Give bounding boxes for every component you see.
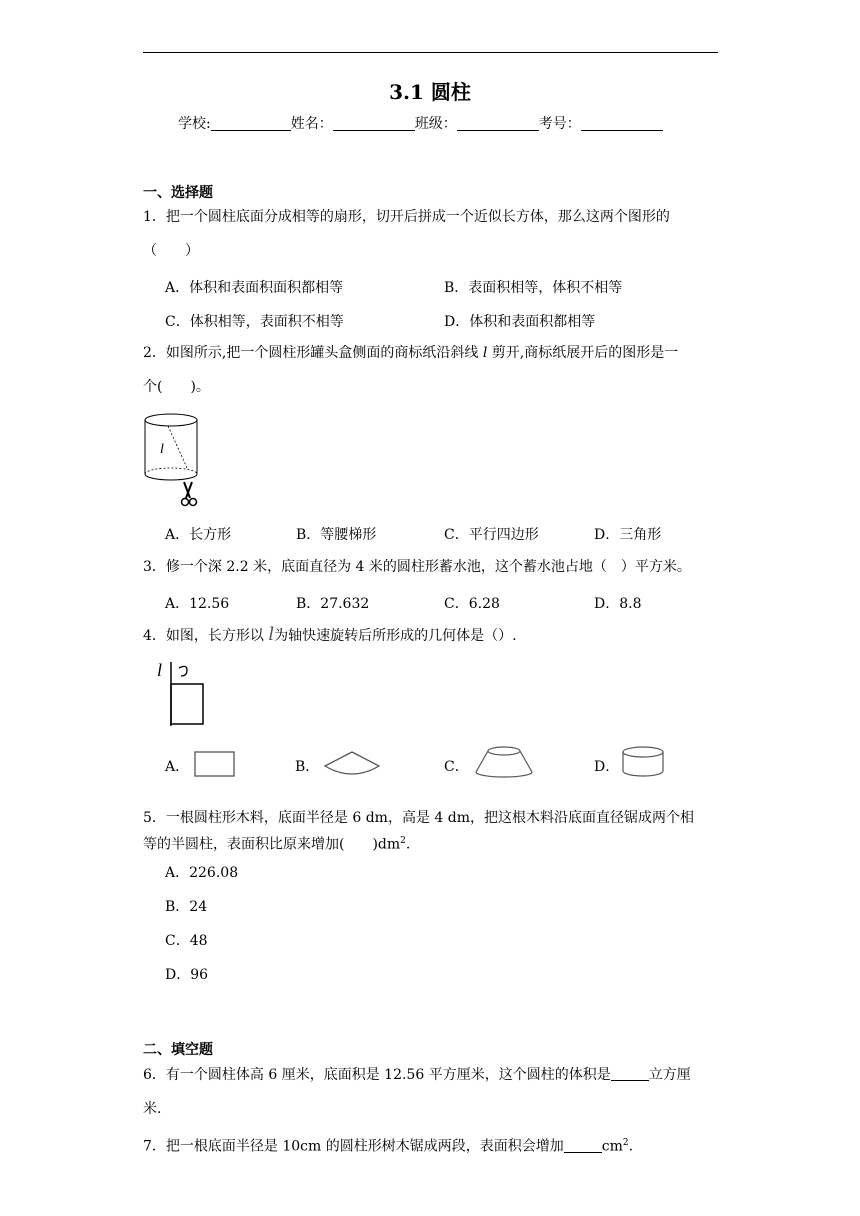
q3-option-c: C．6.28	[444, 596, 500, 612]
exam-no-blank	[581, 116, 663, 131]
question-3-line-1: 3．修一个深 2.2 米，底面直径为 4 米的圆柱形蓄水池，这个蓄水池占地（ ）平方米。	[143, 559, 691, 575]
student-info-line	[178, 113, 663, 133]
q1-option-c: C．体积相等，表面积不相等	[165, 314, 344, 330]
class-label: 班级：	[414, 116, 457, 132]
q4-option-d-label: D．	[594, 759, 620, 775]
q2-option-c: C．平行四边形	[444, 527, 539, 543]
q5-text-a: 等的半圆柱，表面积比原来增加( )dm	[143, 836, 401, 853]
name-label: 姓名：	[290, 116, 333, 132]
q3-option-d: D．8.8	[594, 596, 642, 612]
rectangle-rotation-figure	[155, 656, 211, 730]
question-6-line-2: 米.	[143, 1101, 162, 1117]
name-blank	[333, 116, 415, 131]
q5-option-b: B．24	[165, 899, 208, 915]
rotation-arrow-icon	[179, 666, 187, 676]
cylinder-with-scissors-figure	[142, 408, 206, 510]
q1-option-a: A．体积和表面积面积都相等	[165, 280, 344, 296]
question-7-line-1	[143, 1126, 633, 1164]
q6-answer-blank	[611, 1066, 649, 1081]
school-blank	[211, 116, 291, 131]
q4-text-b: 为轴快速旋转后所形成的几何体是（）.	[274, 628, 517, 644]
q2-text-b: 剪开,商标纸展开后的图形是一	[487, 345, 679, 361]
question-1-line-2: （ ）	[143, 243, 199, 259]
q6-text-b: 立方厘	[648, 1067, 691, 1083]
exam-no-label: 考号：	[538, 116, 581, 132]
class-blank	[457, 116, 539, 131]
q6-text-a: 6．有一个圆柱体高 6 厘米，底面积是 12.56 平方厘米，这个圆柱的体积是	[143, 1067, 611, 1083]
question-2-line-1	[143, 336, 678, 370]
q5-superscript: 2	[400, 836, 406, 846]
q2-text-a: 2．如图所示,把一个圆柱形罐头盒侧面的商标纸沿斜线	[143, 345, 483, 361]
top-rule	[143, 52, 718, 53]
section-heading-choice: 一、选择题	[143, 185, 213, 201]
page-title: 3.1 圆柱	[389, 80, 471, 104]
scissors-icon	[182, 482, 197, 506]
q5-option-c: C．48	[165, 933, 208, 949]
q7-text-b: cm	[601, 1138, 623, 1155]
q3-option-a: A．12.56	[165, 596, 230, 612]
q7-text-a: 7．把一根底面半径是 10cm 的圆柱形树木锯成两段，表面积会增加	[143, 1138, 564, 1155]
rectangle-shape-icon	[193, 750, 237, 778]
question-5-line-1: 5．一根圆柱形木料，底面半径是 6 dm，高是 4 dm，把这根木料沿底面直径锯成两个相	[143, 810, 694, 826]
q7-superscript: 2	[622, 1138, 629, 1148]
question-6-line-1	[143, 1058, 691, 1092]
q7-text-c: .	[628, 1138, 634, 1155]
q4-option-b-label: B．	[295, 759, 320, 775]
school-label: 学校:	[178, 116, 211, 132]
q2-line-symbol: l	[482, 345, 488, 361]
question-2-line-2: 个( )。	[143, 379, 210, 395]
q1-option-d: D．体积和表面积都相等	[444, 314, 596, 330]
section-heading-fill-blank: 二、填空题	[143, 1042, 213, 1058]
question-5-line-2	[143, 824, 410, 862]
q5-option-d: D．96	[165, 967, 209, 983]
axis-l-label: l	[157, 660, 163, 680]
q5-text-b: .	[405, 836, 411, 853]
cylinder-shape-icon	[620, 744, 666, 780]
q1-option-b: B．表面积相等，体积不相等	[444, 280, 623, 296]
q2-option-a: A．长方形	[165, 527, 232, 543]
q2-option-d: D．三角形	[594, 527, 662, 543]
q4-axis-symbol: l	[268, 624, 275, 645]
q4-option-c-label: C．	[444, 759, 469, 775]
cylinder-l-label: l	[160, 442, 164, 457]
q4-option-a-label: A．	[165, 759, 190, 775]
frustum-shape-icon	[473, 744, 535, 780]
q4-text-a: 4．如图，长方形以	[143, 628, 269, 644]
sector-shape-icon	[322, 748, 382, 780]
q5-option-a: A．226.08	[165, 865, 239, 881]
q3-option-b: B．27.632	[296, 596, 370, 612]
q2-option-b: B．等腰梯形	[296, 527, 377, 543]
q7-answer-blank	[564, 1138, 602, 1153]
question-1-line-1: 1．把一个圆柱底面分成相等的扇形，切开后拼成一个近似长方体，那么这两个图形的	[143, 209, 670, 225]
question-4-line-1	[143, 618, 517, 653]
